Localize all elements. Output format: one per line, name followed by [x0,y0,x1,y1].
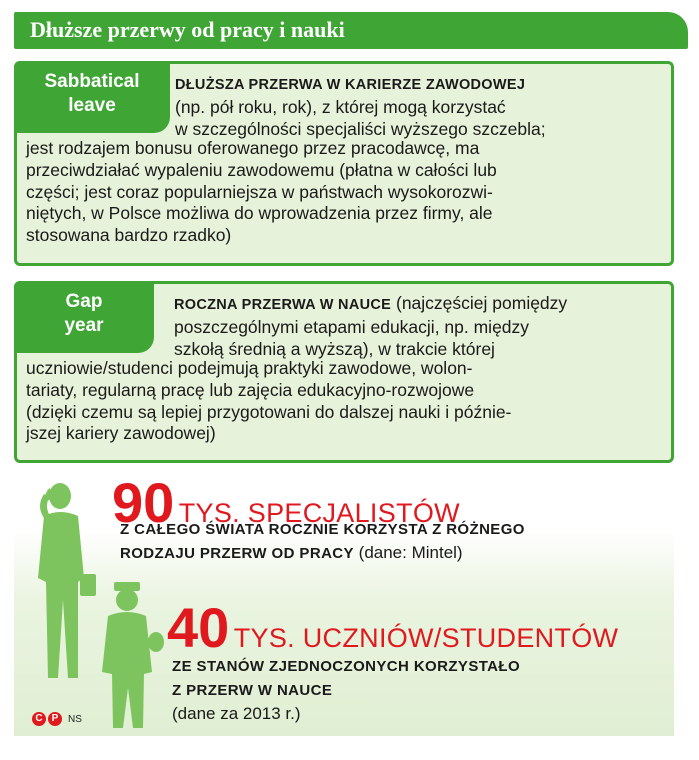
sabbatical-line: przeciwdziałać wypaleniu zawodowemu (płatna w całości lub [26,159,497,180]
gap-year-tab-line2: year [64,315,104,336]
stat2-line2-text: Z PRZERW W NAUCE [172,682,333,699]
page-title: Dłuższe przerwy od pracy i nauki [30,17,345,42]
gap-year-line: (dzięki czemu są lepiej przygotowani do dalszej nauki i późnie- [26,401,512,422]
stat2-line3-text: (dane za 2013 r.) [172,704,301,723]
stat2-line1-text: ZE STANÓW ZJEDNOCZONYCH KORZYSTAŁO [172,658,521,675]
gap-year-line: poszczególnymi etapami edukacji, np. między [174,316,530,337]
gap-year-text-top [174,293,567,360]
stat1-number: 90 [112,471,175,534]
sabbatical-tab-line2: leave [68,95,116,116]
gap-year-lead: ROCZNA PRZERWA W NAUCE [174,297,392,313]
author-initials: NS [68,713,82,725]
sabbatical-tab-line1: Sabbatical [44,71,140,92]
copyright-p-icon: P [48,712,62,726]
stat2-line3 [172,704,301,724]
gap-year-tab [14,281,154,353]
stat2-label: TYS. UCZNIÓW/STUDENTÓW [233,623,619,653]
sabbatical-text-bottom [26,138,497,247]
gap-year-line: jszej kariery zawodowej) [26,423,216,444]
sabbatical-text-top [175,73,546,140]
stat2-line1 [172,656,520,676]
stat1-line2-rest: (dane: Mintel) [353,543,463,562]
stat1-line1-text: Z CAŁEGO ŚWIATA ROCZNIE KORZYSTA Z RÓŻNEGO [120,521,525,538]
stat1-line2-bold: RODZAJU PRZERW OD PRACY [120,545,354,562]
student-figure-icon [96,580,166,730]
gap-year-line: tariaty, regularną pracę lub zajęcia edukacyjno-rozwojowe [26,379,475,400]
stat1-label: TYS. SPECJALISTÓW [178,498,460,528]
sabbatical-line: niętych, w Polsce możliwa do wprowadzenia przez firmy, ale [26,203,493,224]
stat2-number: 40 [167,596,230,659]
stat2-headline [167,596,619,659]
stat1-line2 [120,543,463,563]
sabbatical-line: jest rodzajem bonusu oferowanego przez pracodawcę, ma [26,138,480,158]
sabbatical-lead: DŁUŻSZA PRZERWA W KARIERZE ZAWODOWEJ [175,77,526,93]
sabbatical-tab [14,61,170,133]
gap-year-card [14,281,674,463]
sabbatical-line: (np. pół roku, rok), z której mogą korzystać [175,96,506,117]
sabbatical-line: części; jest coraz popularniejsza w państwach wysokorozwi- [26,181,493,202]
stat1-line1 [120,519,525,539]
sabbatical-card [14,61,674,266]
copyright-marks [32,712,82,726]
sabbatical-line: w szczególności specjaliści wyższego szczebla; [175,118,546,139]
stat2-line2 [172,680,332,700]
header-bar [14,12,688,49]
gap-year-line: szkołą średnią a wyższą), w trakcie której [174,338,495,359]
sabbatical-line: stosowana bardzo rzadko) [26,225,232,246]
gap-year-line: uczniowie/studenci podejmują praktyki zawodowe, wolon- [26,358,473,378]
gap-year-lead-rest: (najczęściej pomiędzy [391,293,568,313]
gap-year-tab-line1: Gap [65,291,103,312]
copyright-c-icon: C [32,712,46,726]
gap-year-text-bottom [26,358,511,445]
